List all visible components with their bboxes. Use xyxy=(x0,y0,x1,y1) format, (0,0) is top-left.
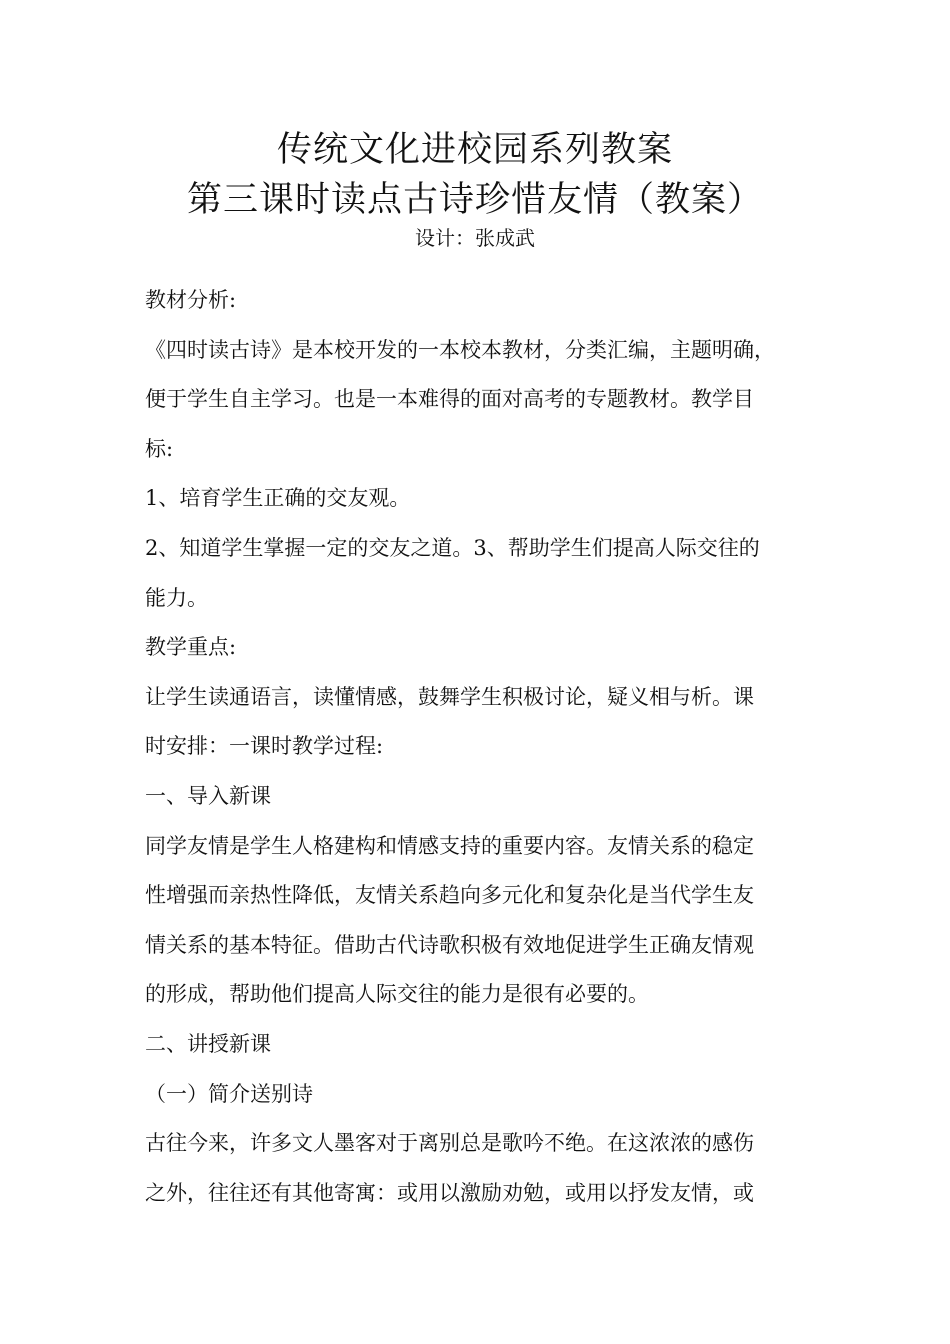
body-line: 便于学生自主学习。也是一本难得的面对高考的专题教材。教学目 xyxy=(145,387,754,412)
body-line: 时安排：一课时教学过程: xyxy=(145,734,384,759)
body-line: 标: xyxy=(145,436,174,461)
body-line: 之外，往往还有其他寄寓：或用以激励劝勉，或用以抒发友情，或 xyxy=(145,1180,754,1205)
subsection-heading-farewell-poems: （一）简介送别诗 xyxy=(145,1081,313,1106)
document-body xyxy=(145,284,825,1226)
body-line: 能力。 xyxy=(145,585,208,610)
document-title-lesson: 第三课时读点古诗珍惜友情（教案） xyxy=(186,180,763,220)
document-title-series: 传统文化进校园系列教案 xyxy=(276,130,673,170)
list-item-goal-2: 2、知道学生掌握一定的交友之道。3、帮助学生们提高人际交往的 xyxy=(145,535,760,560)
section-heading-new-lesson: 二、讲授新课 xyxy=(145,1031,271,1056)
list-item-goal-1: 1、培育学生正确的交友观。 xyxy=(145,486,411,511)
body-line: 同学友情是学生人格建构和情感支持的重要内容。友情关系的稳定 xyxy=(145,833,754,858)
section-heading-material-analysis: 教材分析: xyxy=(145,288,237,312)
section-heading-intro: 一、导入新课 xyxy=(145,783,271,808)
body-line: 《四时读古诗》是本校开发的一本校本教材，分类汇编，主题明确， xyxy=(145,337,775,362)
body-line: 的形成，帮助他们提高人际交往的能力是很有必要的。 xyxy=(145,982,649,1007)
section-heading-teaching-focus: 教学重点: xyxy=(145,635,237,660)
body-line: 古往今来，许多文人墨客对于离别总是歌吟不绝。在这浓浓的感伤 xyxy=(145,1131,754,1156)
body-line: 情关系的基本特征。借助古代诗歌积极有效地促进学生正确友情观 xyxy=(145,932,754,957)
body-line: 性增强而亲热性降低，友情关系趋向多元化和复杂化是当代学生友 xyxy=(145,883,754,908)
body-line: 让学生读通语言，读懂情感，鼓舞学生积极讨论，疑义相与析。课 xyxy=(145,684,754,709)
document-author: 设计：张成武 xyxy=(415,226,535,250)
